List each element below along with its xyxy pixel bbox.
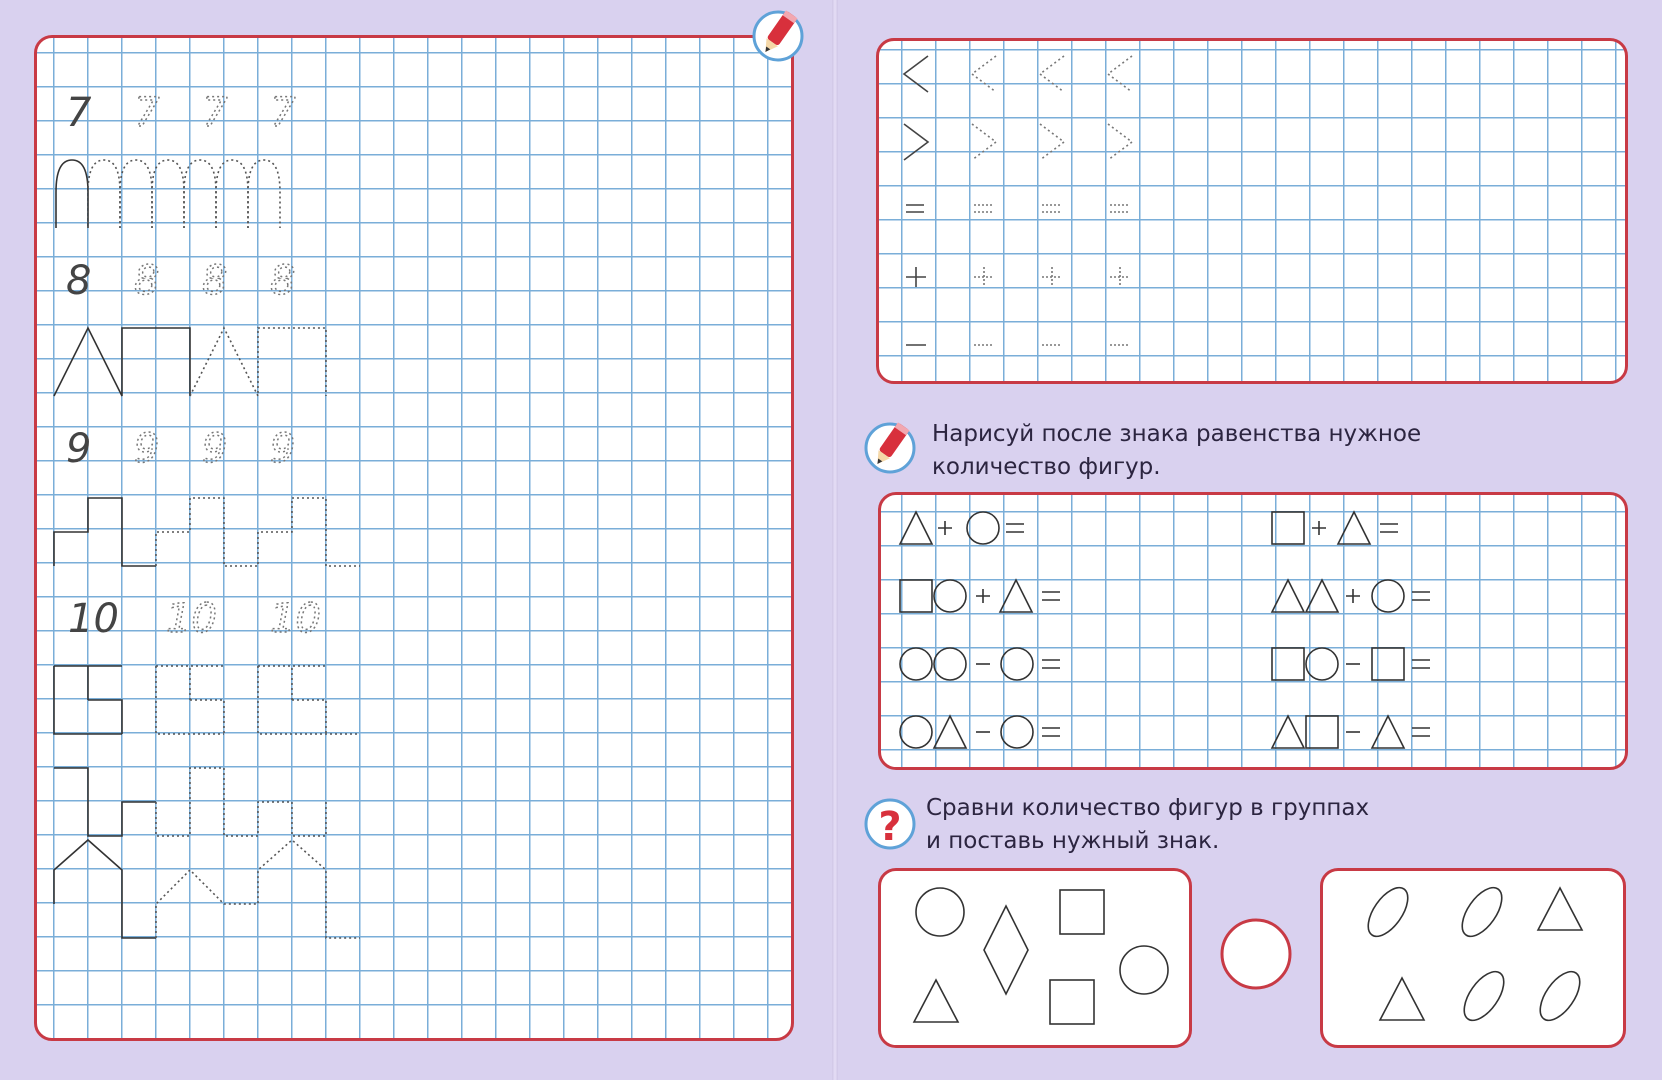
digit-9-sample: 9 [66,426,92,472]
digit-7-sample: 7 [66,90,92,136]
digit-9-trace: 9 [202,426,228,472]
digit-7-trace: 7 [134,90,160,136]
left-writing-grid [34,35,794,1041]
answer-sign-circle [1222,920,1290,988]
pencil-icon [750,6,806,62]
digit-8-sample: 8 [66,258,92,304]
digit-10-trace: 10 [270,596,321,642]
instruction-line: Сравни количество фигур в группах [926,795,1370,821]
task-compare-instruction [926,792,1369,858]
digit-9-trace: 9 [270,426,296,472]
digit-9-trace: 9 [134,426,160,472]
task-equations-instruction [932,418,1421,484]
signs-grid-panel [876,38,1628,384]
equations-grid-panel [878,492,1628,770]
instruction-line: и поставь нужный знак. [926,828,1220,854]
instruction-line: Нарисуй после знака равенства нужное [932,421,1422,447]
digit-8-trace: 8 [202,258,228,304]
spread-fold [832,0,838,1080]
digit-10-sample: 10 [68,596,119,642]
digit-8-trace: 8 [134,258,160,304]
instruction-line: количество фигур. [932,454,1161,480]
svg-text:?: ? [878,804,902,850]
question-mark-icon [862,794,918,850]
pencil-icon [862,418,918,474]
digit-7-trace: 7 [202,90,228,136]
digit-8-trace: 8 [270,258,296,304]
shape-group-b [1320,868,1626,1048]
shape-group-a [878,868,1192,1048]
digit-10-trace: 10 [166,596,217,642]
digit-7-trace: 7 [270,90,296,136]
